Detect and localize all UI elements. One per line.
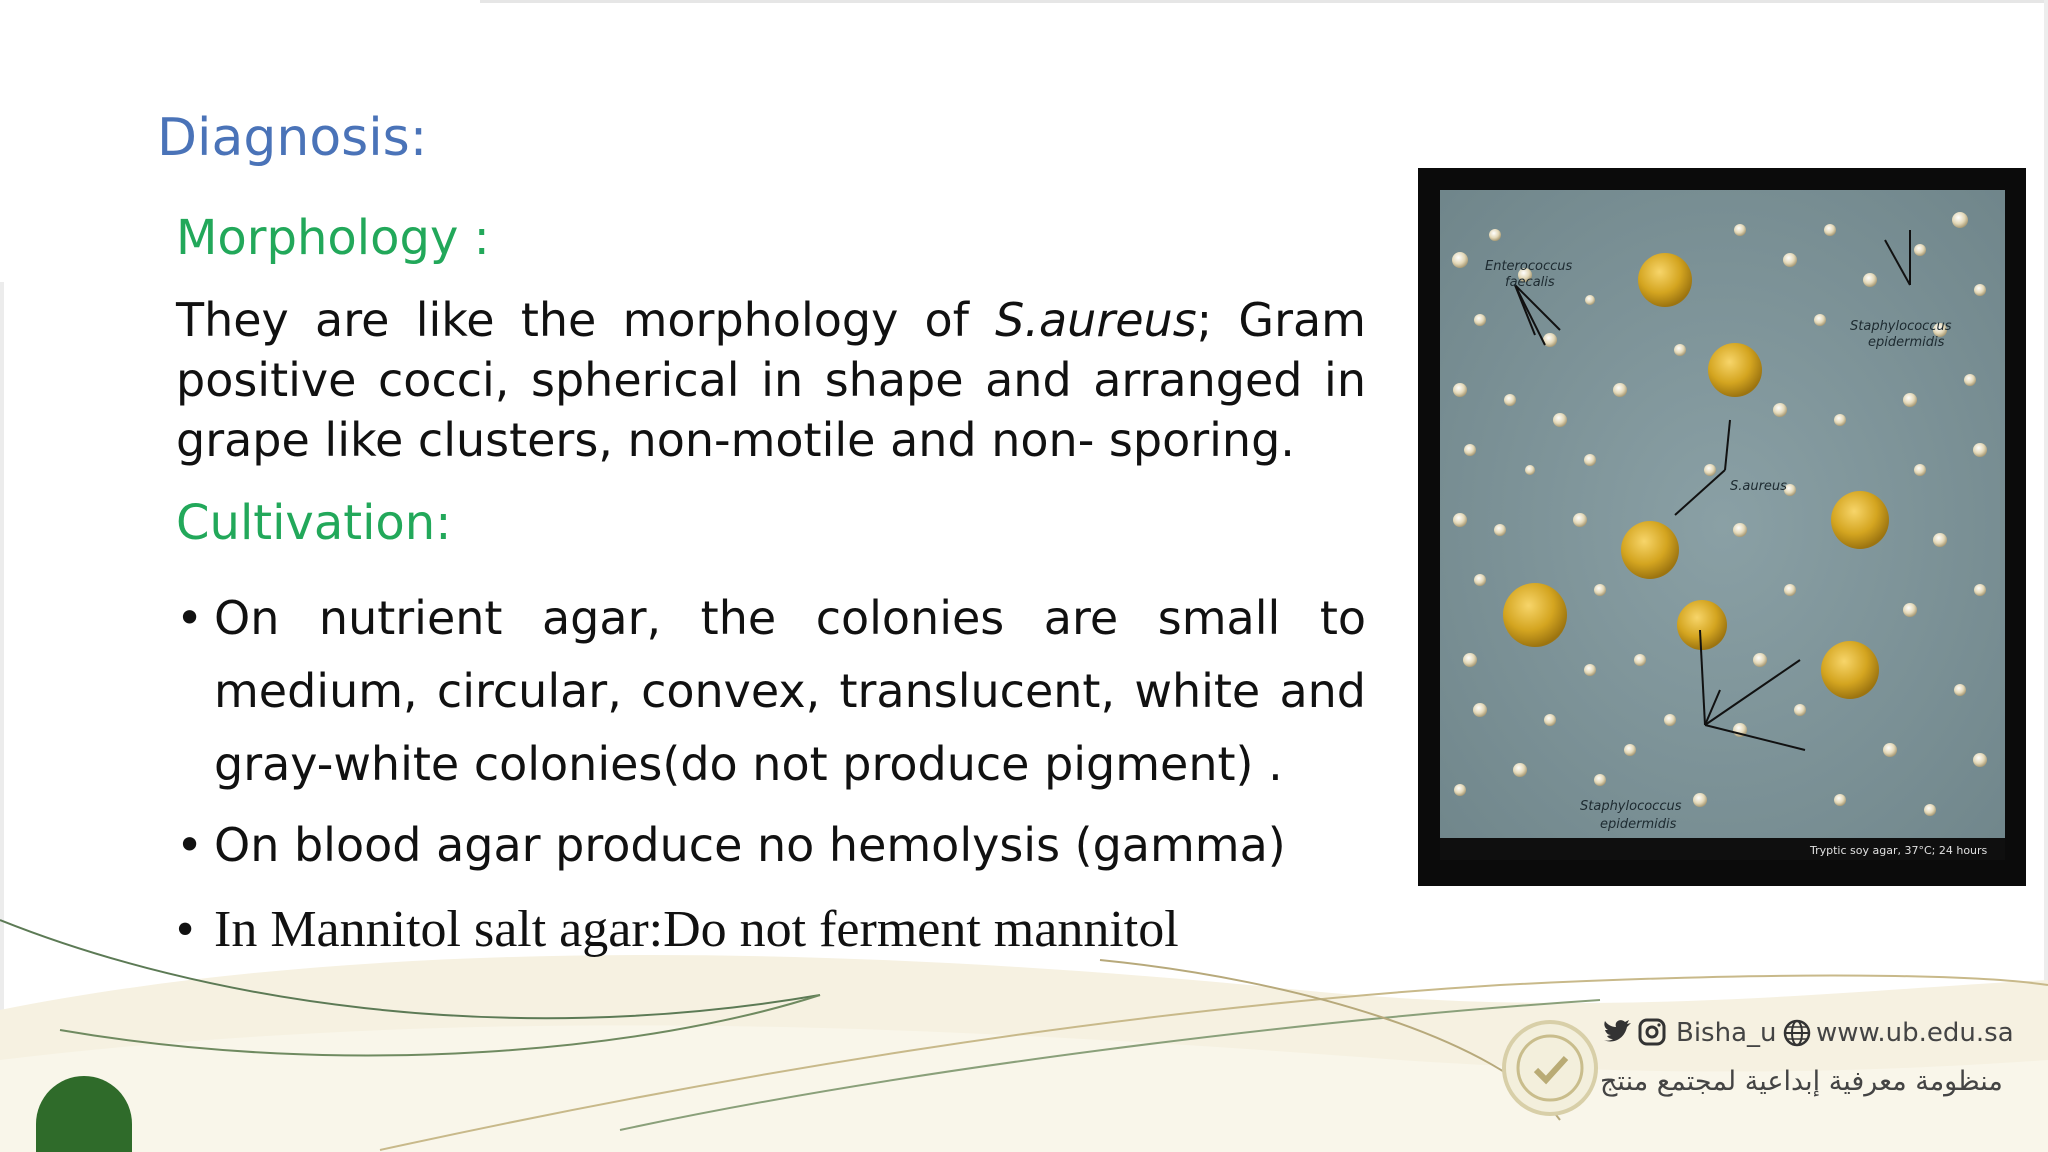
label-faecalis: faecalis — [1505, 275, 1555, 290]
social-handle[interactable]: Bisha_u — [1676, 1018, 1777, 1048]
list-item — [176, 582, 1366, 801]
bullet-dot: • — [176, 591, 204, 645]
colony-photo-drawing — [1440, 190, 2005, 860]
colony-photo — [1440, 190, 2005, 860]
bullet-dot: • — [176, 818, 204, 872]
bullet-text: On blood agar produce no hemolysis (gamma) — [214, 818, 1286, 872]
label-saureus: S.aureus — [1730, 479, 1787, 494]
globe-icon — [1782, 1018, 1812, 1053]
bullet-dot: • — [176, 901, 195, 958]
morphology-heading: Morphology : — [176, 210, 490, 266]
label-epidermidis-bottom: epidermidis — [1600, 817, 1677, 832]
slide-title: Diagnosis: — [157, 108, 428, 168]
arabic-tagline: منظومة معرفية إبداعية لمجتمع منتج — [1600, 1066, 2003, 1097]
cultivation-heading: Cultivation: — [176, 495, 452, 551]
label-enterococcus: Enterococcus — [1485, 259, 1573, 274]
website-link[interactable]: www.ub.edu.sa — [1816, 1018, 2014, 1048]
photo-caption: Tryptic soy agar, 37°C; 24 hours — [1810, 844, 1988, 857]
species-name: S.aureus — [995, 293, 1197, 347]
label-epidermidis-top: epidermidis — [1868, 335, 1945, 350]
morphology-text-start: They are like the morphology of — [176, 293, 996, 347]
label-staph-top: Staphylococcus — [1850, 319, 1952, 334]
accreditation-seal-logo — [1502, 1020, 1598, 1116]
list-item — [176, 900, 1366, 960]
morphology-paragraph — [176, 290, 1366, 470]
twitter-icon[interactable] — [1602, 1018, 1632, 1051]
seal-check-icon — [1506, 1024, 1594, 1112]
label-staph-bottom: Staphylococcus — [1580, 799, 1682, 814]
morphology-text-end: ; Gram positive cocci, spherical in shape and arranged in grape like clusters, non-motile and non- sporing. — [176, 293, 1366, 467]
instagram-icon[interactable] — [1638, 1018, 1666, 1051]
bullet-text: In Mannitol salt agar:Do not ferment mannitol — [214, 901, 1179, 958]
list-item — [176, 815, 1366, 875]
bullet-text: On nutrient agar, the colonies are small to medium, circular, convex, translucent, white and gray-white colonies(do not produce pigment) . — [214, 591, 1366, 791]
